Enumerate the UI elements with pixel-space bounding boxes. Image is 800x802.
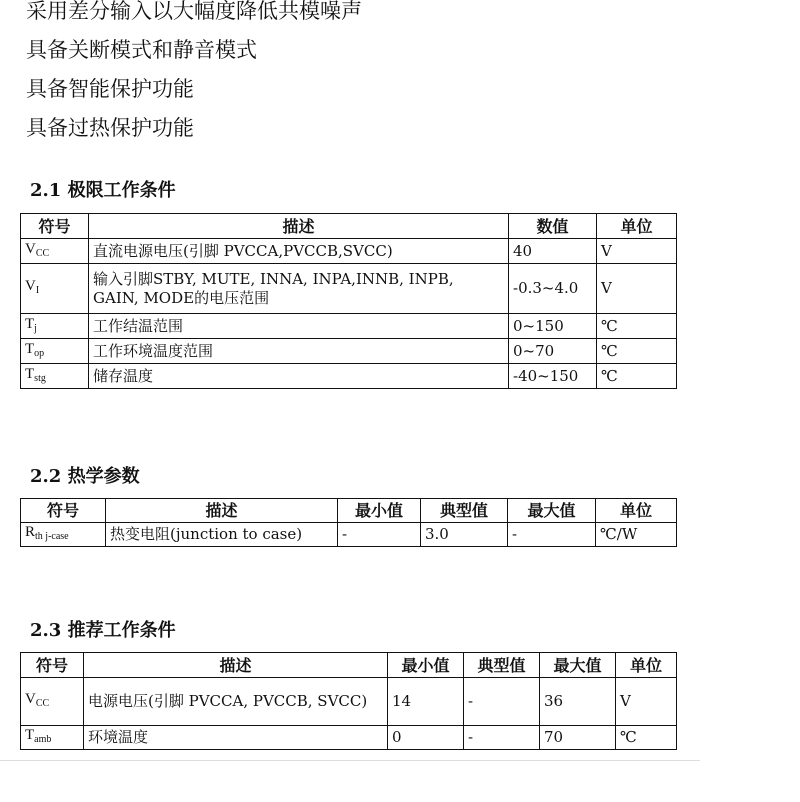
value-cell: 0~70 xyxy=(509,339,597,364)
column-header: 单位 xyxy=(597,214,677,239)
table-row xyxy=(21,264,677,314)
table-row xyxy=(21,523,677,547)
typ-cell: 3.0 xyxy=(421,523,508,547)
table-row xyxy=(21,678,677,726)
column-header: 符号 xyxy=(21,214,89,239)
value-cell: 40 xyxy=(509,239,597,264)
section-title: 2.1 极限工作条件 xyxy=(30,180,176,201)
table-row xyxy=(21,314,677,339)
column-header: 最小值 xyxy=(388,653,464,678)
feature-item: 具备过热保护功能 xyxy=(26,116,194,140)
column-header: 最大值 xyxy=(508,499,596,523)
symbol-cell: $T_{stg}$ xyxy=(21,364,89,389)
typ-cell: - xyxy=(464,726,540,750)
symbol-cell: $V_{CC}$ xyxy=(21,239,89,264)
unit-cell: ℃ xyxy=(597,339,677,364)
table-header-row xyxy=(21,499,677,523)
value-cell: -40~150 xyxy=(509,364,597,389)
column-header: 典型值 xyxy=(421,499,508,523)
table-row xyxy=(21,726,677,750)
symbol-cell: $T_{op}$ xyxy=(21,339,89,364)
min-cell: 0 xyxy=(388,726,464,750)
column-header: 单位 xyxy=(596,499,677,523)
column-header: 符号 xyxy=(21,653,84,678)
symbol-cell: $T_{amb}$ xyxy=(21,726,84,750)
description-cell: 热变电阻(junction to case) xyxy=(106,523,338,547)
unit-cell: ℃ xyxy=(597,364,677,389)
table-header-row xyxy=(21,214,677,239)
column-header: 描述 xyxy=(84,653,388,678)
table-row xyxy=(21,339,677,364)
unit-cell: V xyxy=(616,678,677,726)
symbol-cell: $T_j$ xyxy=(21,314,89,339)
page-divider xyxy=(0,760,700,761)
max-cell: - xyxy=(508,523,596,547)
thermal-table xyxy=(20,498,677,547)
section-title: 2.3 推荐工作条件 xyxy=(30,620,176,641)
unit-cell: ℃ xyxy=(616,726,677,750)
value-cell: 0~150 xyxy=(509,314,597,339)
column-header: 符号 xyxy=(21,499,106,523)
table-row xyxy=(21,239,677,264)
description-cell: 工作环境温度范围 xyxy=(89,339,509,364)
symbol-cell: $V_{CC}$ xyxy=(21,678,84,726)
column-header: 单位 xyxy=(616,653,677,678)
min-cell: 14 xyxy=(388,678,464,726)
absolute-max-table xyxy=(20,213,677,389)
unit-cell: ℃/W xyxy=(596,523,677,547)
max-cell: 70 xyxy=(540,726,616,750)
column-header: 描述 xyxy=(106,499,338,523)
feature-item: 具备关断模式和静音模式 xyxy=(26,38,257,62)
column-header: 最大值 xyxy=(540,653,616,678)
description-cell: 输入引脚STBY, MUTE, INNA, INPA,INNB, INPB, GAIN, MODE的电压范围 xyxy=(89,264,509,314)
feature-item: 具备智能保护功能 xyxy=(26,77,194,101)
column-header: 最小值 xyxy=(338,499,421,523)
column-header: 典型值 xyxy=(464,653,540,678)
description-cell: 电源电压(引脚 PVCCA, PVCCB, SVCC) xyxy=(84,678,388,726)
feature-list xyxy=(26,0,362,148)
description-cell: 储存温度 xyxy=(89,364,509,389)
description-cell: 工作结温范围 xyxy=(89,314,509,339)
unit-cell: ℃ xyxy=(597,314,677,339)
unit-cell: V xyxy=(597,239,677,264)
recommended-table xyxy=(20,652,677,750)
max-cell: 36 xyxy=(540,678,616,726)
unit-cell: V xyxy=(597,264,677,314)
section-title: 2.2 热学参数 xyxy=(30,466,140,487)
symbol-cell: $V_I$ xyxy=(21,264,89,314)
table-row xyxy=(21,364,677,389)
column-header: 数值 xyxy=(509,214,597,239)
symbol-cell: $R_{th j-case}$ xyxy=(21,523,106,547)
column-header: 描述 xyxy=(89,214,509,239)
description-cell: 环境温度 xyxy=(84,726,388,750)
value-cell: -0.3~4.0 xyxy=(509,264,597,314)
feature-item: 采用差分输入以大幅度降低共模噪声 xyxy=(26,0,362,23)
min-cell: - xyxy=(338,523,421,547)
description-cell: 直流电源电压(引脚 PVCCA,PVCCB,SVCC) xyxy=(89,239,509,264)
typ-cell: - xyxy=(464,678,540,726)
table-header-row xyxy=(21,653,677,678)
